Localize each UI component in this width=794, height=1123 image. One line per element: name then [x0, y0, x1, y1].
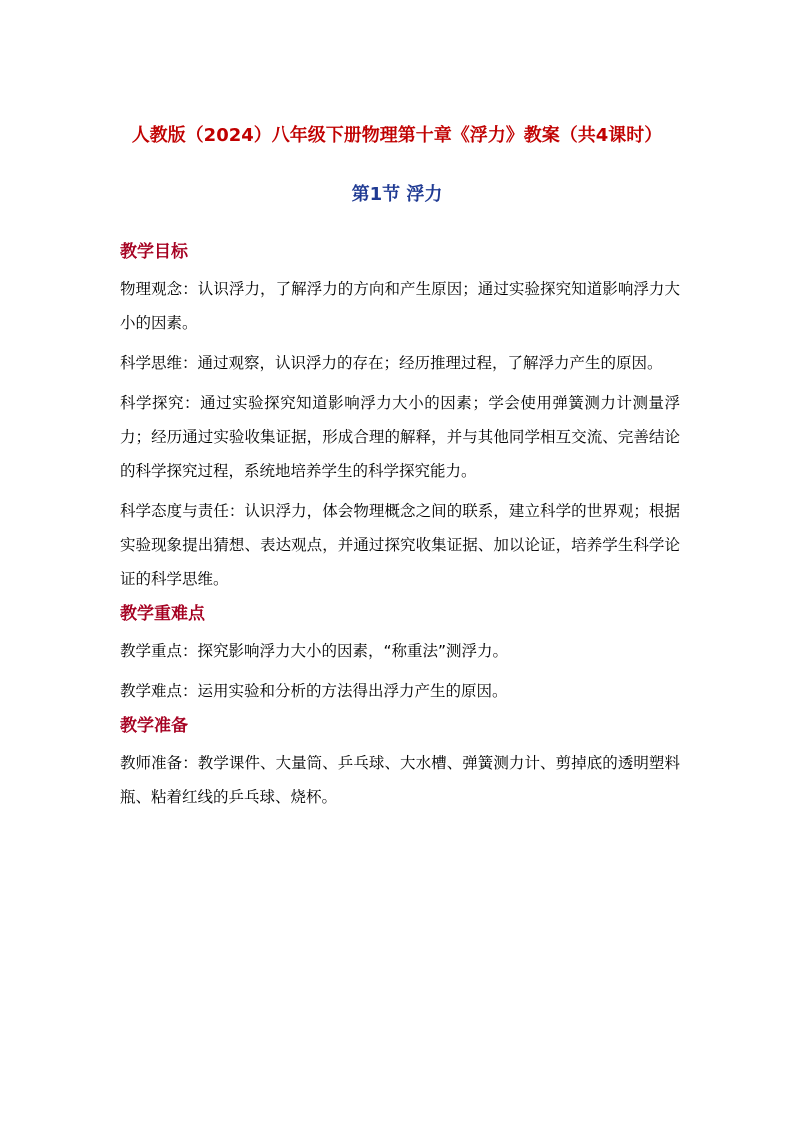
paragraph-key-point: 教学重点：探究影响浮力大小的因素，“称重法”测浮力。	[120, 642, 509, 660]
paragraph-scientific-attitude: 科学态度与责任：认识浮力，体会物理概念之间的联系，建立科学的世界观；根据实验现象提出猜想、表达观点，并通过探究收集证据、加以论证，培养学生科学论证的科学思维。	[120, 502, 680, 588]
section-heading: 教学准备	[120, 716, 188, 736]
paragraph-physics-concept: 物理观念：认识浮力，了解浮力的方向和产生原因；通过实验探究知道影响浮力大小的因素。	[120, 280, 680, 332]
section-key-difficult-points	[120, 602, 680, 708]
paragraph-teacher-preparation: 教师准备：教学课件、大量筒、乒乓球、大水槽、弹簧测力计、剪掉底的透明塑料瓶、粘着红线的乒乓球、烧杯。	[120, 754, 680, 806]
paragraph-difficult-point: 教学难点：运用实验和分析的方法得出浮力产生的原因。	[120, 682, 508, 700]
document-title: 人教版（2024）八年级下册物理第十章《浮力》教案（共4课时）	[131, 125, 663, 146]
paragraph-scientific-thinking: 科学思维：通过观察，认识浮力的存在；经历推理过程，了解浮力产生的原因。	[120, 354, 663, 372]
document-body	[120, 240, 680, 820]
section-heading: 教学重难点	[120, 604, 205, 624]
paragraph-scientific-inquiry: 科学探究：通过实验探究知道影响浮力大小的因素；学会使用弹簧测力计测量浮力；经历通过实验收集证据，形成合理的解释，并与其他同学相互交流、完善结论的科学探究过程，系统地培养学生的科学探究能力。	[120, 394, 680, 480]
section-teaching-preparation	[120, 714, 680, 814]
section-teaching-objectives	[120, 240, 680, 596]
section-heading: 教学目标	[120, 242, 188, 262]
section-title: 第1节 浮力	[351, 184, 443, 205]
